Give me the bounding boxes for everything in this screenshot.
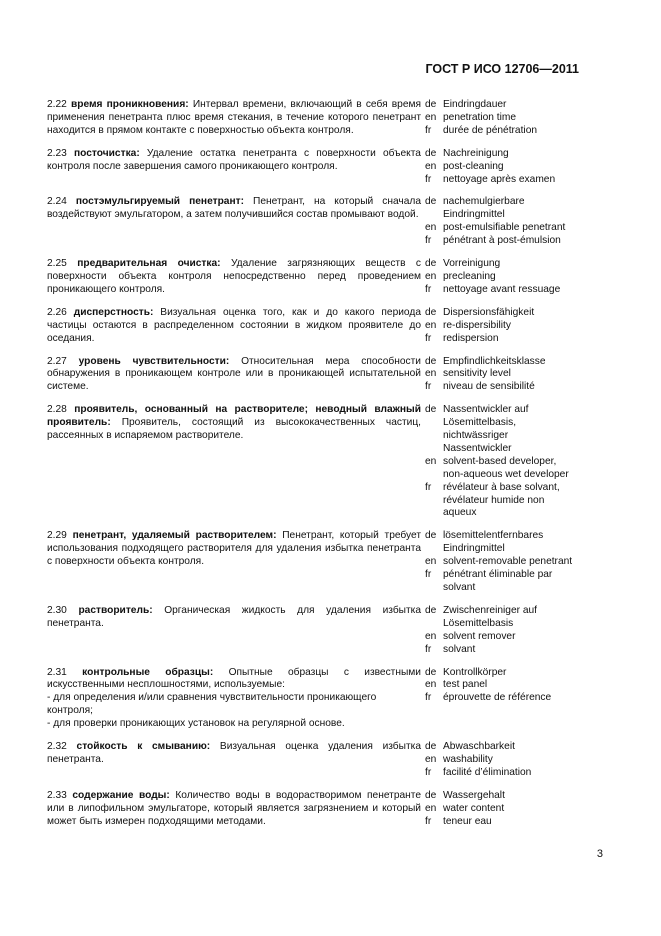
translation-row	[425, 679, 575, 692]
language-code: en	[425, 630, 437, 642]
term-name: стойкость к смыванию:	[76, 741, 211, 753]
term-definition	[47, 99, 421, 138]
language-code: fr	[425, 235, 432, 247]
translation-row	[425, 741, 575, 754]
term-name: посточистка:	[74, 147, 140, 159]
term-entry	[47, 605, 575, 657]
translation-row	[425, 767, 575, 780]
definition-text: Относительная мера способности обнаружения в проникающем контроле или в проникающей испытательной системе.	[47, 355, 421, 393]
term-entry	[47, 741, 575, 780]
term-definition	[47, 741, 421, 780]
language-code: en	[425, 270, 437, 282]
translated-term: Wassergehalt	[443, 789, 505, 801]
term-definition	[47, 790, 421, 829]
term-number: 2.31	[47, 666, 67, 678]
language-code: en	[425, 455, 437, 467]
translation-row	[425, 196, 575, 222]
translated-term: Dispersionsfähigkeit	[443, 306, 535, 318]
translation-row	[425, 530, 575, 556]
translations	[425, 790, 575, 829]
language-code: fr	[425, 481, 432, 493]
term-number: 2.24	[47, 196, 67, 208]
translated-term: lösemittelentfernbares Eindringmittel	[443, 530, 544, 555]
language-code: fr	[425, 815, 432, 827]
translation-row	[425, 258, 575, 271]
translation-row	[425, 482, 575, 521]
translation-row	[425, 222, 575, 235]
term-entry	[47, 307, 575, 346]
definition-text: Интервал времени, включающий в себя время применения пенетранта плюс время стекания, в течение которого пенетрант находится в прямом контакте с поверхностью объекта контроля.	[47, 99, 422, 136]
translated-term: re-dispersibility	[443, 319, 511, 331]
term-entry	[47, 790, 575, 829]
term-entry	[47, 99, 575, 138]
language-code: fr	[425, 283, 432, 295]
translations	[425, 99, 575, 138]
term-definition	[47, 605, 421, 657]
language-code: fr	[425, 643, 432, 655]
translated-term: washability	[443, 753, 493, 765]
definition-text: Визуальная оценка того, как и до какого периода частицы остаются в распределенном состоянии в жидком проявителе до оседания.	[47, 306, 421, 344]
language-code: en	[425, 802, 437, 814]
translations	[425, 258, 575, 297]
language-code: fr	[425, 173, 432, 185]
translated-term: éprouvette de référence	[443, 692, 552, 704]
term-number: 2.32	[47, 741, 67, 753]
translated-term: teneur eau	[443, 815, 492, 827]
translation-row	[425, 790, 575, 803]
term-number: 2.27	[47, 355, 67, 367]
translation-row	[425, 569, 575, 595]
translation-row	[425, 284, 575, 297]
term-entry	[47, 404, 575, 520]
translation-row	[425, 99, 575, 112]
translated-term: solvent-based developer, non-aqueous wet developer	[443, 455, 569, 480]
translations	[425, 530, 575, 595]
definition-text: Визуальная оценка удаления избытка пенетранта.	[47, 741, 421, 765]
translated-term: Zwischenreiniger auf Lösemittelbasis	[443, 604, 537, 629]
term-name: контрольные образцы:	[82, 666, 214, 678]
translation-row	[425, 556, 575, 569]
term-number: 2.22	[47, 99, 67, 110]
term-number: 2.26	[47, 306, 67, 318]
translated-term: post-emulsifiable penetrant	[443, 222, 566, 234]
definition-list-item: - для определения и/или сравнения чувствительности проникающего контроля;	[47, 692, 377, 717]
term-definition	[47, 404, 421, 520]
term-name: растворитель:	[78, 604, 153, 616]
term-definition	[47, 196, 421, 248]
language-code: fr	[425, 332, 432, 344]
term-entry	[47, 196, 575, 248]
language-code: fr	[425, 381, 432, 393]
language-code: en	[425, 368, 437, 380]
term-entry	[47, 667, 575, 732]
term-definition	[47, 148, 421, 187]
document-header: ГОСТ Р ИСО 12706—2011	[425, 62, 579, 76]
language-code: de	[425, 306, 437, 318]
translated-term: pénétrant à post-émulsion	[443, 235, 561, 247]
language-code: en	[425, 222, 437, 234]
definition-text: Опытные образцы с известными искусственными несплошностями, используемые:	[47, 666, 421, 691]
translated-term: Eindringdauer	[443, 99, 507, 110]
translated-term: solvent-removable penetrant	[443, 556, 573, 568]
translated-term: test panel	[443, 679, 488, 691]
definition-text: Пенетрант, который требует использования подходящего растворителя для удаления избытка пенетранта с поверхности объекта контроля.	[47, 530, 421, 568]
translation-row	[425, 816, 575, 829]
translated-term: nettoyage après examen	[443, 173, 556, 185]
term-number: 2.28	[47, 404, 67, 416]
term-name: содержание воды:	[72, 789, 170, 801]
translations	[425, 667, 575, 732]
term-number: 2.29	[47, 530, 67, 542]
language-code: fr	[425, 124, 432, 136]
translation-row	[425, 631, 575, 644]
translated-term: Vorreinigung	[443, 258, 501, 270]
translated-term: niveau de sensibilité	[443, 381, 535, 393]
translation-row	[425, 148, 575, 161]
translated-term: facilité d’élimination	[443, 766, 532, 778]
term-name: пенетрант, удаляемый растворителем:	[72, 530, 277, 542]
translated-term: nettoyage avant ressuage	[443, 283, 561, 295]
language-code: de	[425, 258, 437, 270]
translation-row	[425, 271, 575, 284]
term-name: проявитель, основанный на растворителе; неводный влажный проявитель:	[47, 404, 421, 429]
translated-term: pénétrant éliminable par solvant	[443, 569, 553, 593]
translation-row	[425, 174, 575, 187]
translation-row	[425, 754, 575, 767]
language-code: en	[425, 111, 437, 123]
term-name: дисперстность:	[73, 306, 154, 318]
definition-text: Количество воды в водорастворимом пенетранте или в липофильном эмульгаторе, который является загрязнением и который может быть измерен подходящими методами.	[47, 789, 421, 827]
language-code: fr	[425, 692, 432, 704]
language-code: de	[425, 147, 437, 159]
translation-row	[425, 404, 575, 456]
translation-row	[425, 381, 575, 394]
page-number: 3	[596, 848, 603, 860]
definition-list-item: - для проверки проникающих установок на регулярной основе.	[47, 718, 345, 730]
term-entry	[47, 148, 575, 187]
language-code: fr	[425, 766, 432, 778]
definition-text: Удаление остатка пенетранта с поверхности объекта контроля после завершения самого проникающего контроля.	[47, 147, 421, 172]
translations	[425, 148, 575, 187]
definition-text: Удаление загрязняющих веществ с поверхности объекта контроля непосредственно перед проведением проникающего контроля.	[47, 258, 421, 295]
language-code: de	[425, 666, 437, 678]
term-entry	[47, 530, 575, 595]
translated-term: sensitivity level	[443, 368, 511, 380]
definition-text: Проявитель, состоящий из высококачественных частиц, рассеянных в испаряемом растворителе.	[47, 417, 421, 442]
translation-row	[425, 125, 575, 138]
translation-row	[425, 356, 575, 369]
translation-row	[425, 605, 575, 631]
translation-row	[425, 692, 575, 705]
term-number: 2.30	[47, 604, 67, 616]
language-code: de	[425, 355, 437, 367]
translations	[425, 307, 575, 346]
translations	[425, 605, 575, 657]
translated-term: redispersion	[443, 332, 499, 344]
language-code: de	[425, 604, 437, 616]
term-definition	[47, 258, 421, 297]
translation-row	[425, 456, 575, 482]
language-code: en	[425, 319, 437, 331]
language-code: de	[425, 404, 437, 416]
term-name: предварительная очистка:	[77, 258, 221, 270]
translated-term: post-cleaning	[443, 160, 504, 172]
translated-term: water content	[443, 802, 505, 814]
translations	[425, 404, 575, 520]
term-number: 2.33	[47, 789, 67, 801]
language-code: fr	[425, 569, 432, 581]
definition-text: Пенетрант, на который сначала воздействуют эмульгатором, а затем получившийся состав промывают водой.	[47, 196, 421, 221]
translated-term: Abwaschbarkeit	[443, 741, 515, 753]
term-name: время проникновения:	[70, 99, 189, 110]
term-definition	[47, 530, 421, 595]
term-entry	[47, 258, 575, 297]
term-definition	[47, 356, 421, 395]
translation-row	[425, 333, 575, 346]
definition-text: Органическая жидкость для удаления избытка пенетранта.	[47, 604, 421, 629]
language-code: de	[425, 789, 437, 801]
term-definition	[47, 667, 421, 732]
terms-list	[47, 99, 575, 839]
language-code: de	[425, 530, 437, 542]
translation-row	[425, 803, 575, 816]
language-code: en	[425, 679, 437, 691]
translations	[425, 741, 575, 780]
translated-term: Empfindlichkeitsklasse	[443, 355, 546, 367]
translated-term: penetration time	[443, 111, 517, 123]
translated-term: solvant	[443, 643, 476, 655]
language-code: en	[425, 556, 437, 568]
translation-row	[425, 161, 575, 174]
translated-term: Nassentwickler auf Lösemittelbasis, nichtwässriger Nassentwickler	[443, 404, 529, 454]
translation-row	[425, 644, 575, 657]
term-definition	[47, 307, 421, 346]
translation-row	[425, 235, 575, 248]
language-code: de	[425, 196, 437, 208]
translated-term: Nachreinigung	[443, 147, 509, 159]
translation-row	[425, 368, 575, 381]
translated-term: révélateur à base solvant, révélateur humide non aqueux	[443, 481, 560, 519]
term-number: 2.25	[47, 258, 67, 270]
translated-term: nachemulgierbare Eindringmittel	[443, 196, 525, 221]
translated-term: precleaning	[443, 270, 496, 282]
translation-row	[425, 112, 575, 125]
language-code: de	[425, 99, 437, 110]
term-name: постэмульгируемый пенетрант:	[75, 196, 245, 208]
translations	[425, 196, 575, 248]
term-entry	[47, 356, 575, 395]
language-code: en	[425, 160, 437, 172]
term-name: уровень чувствительности:	[78, 355, 230, 367]
term-number: 2.23	[47, 147, 67, 159]
translated-term: durée de pénétration	[443, 124, 538, 136]
translated-term: solvent remover	[443, 630, 516, 642]
language-code: en	[425, 753, 437, 765]
translation-row	[425, 667, 575, 680]
translation-row	[425, 307, 575, 320]
translations	[425, 356, 575, 395]
language-code: de	[425, 741, 437, 753]
translated-term: Kontrollkörper	[443, 666, 507, 678]
translation-row	[425, 320, 575, 333]
